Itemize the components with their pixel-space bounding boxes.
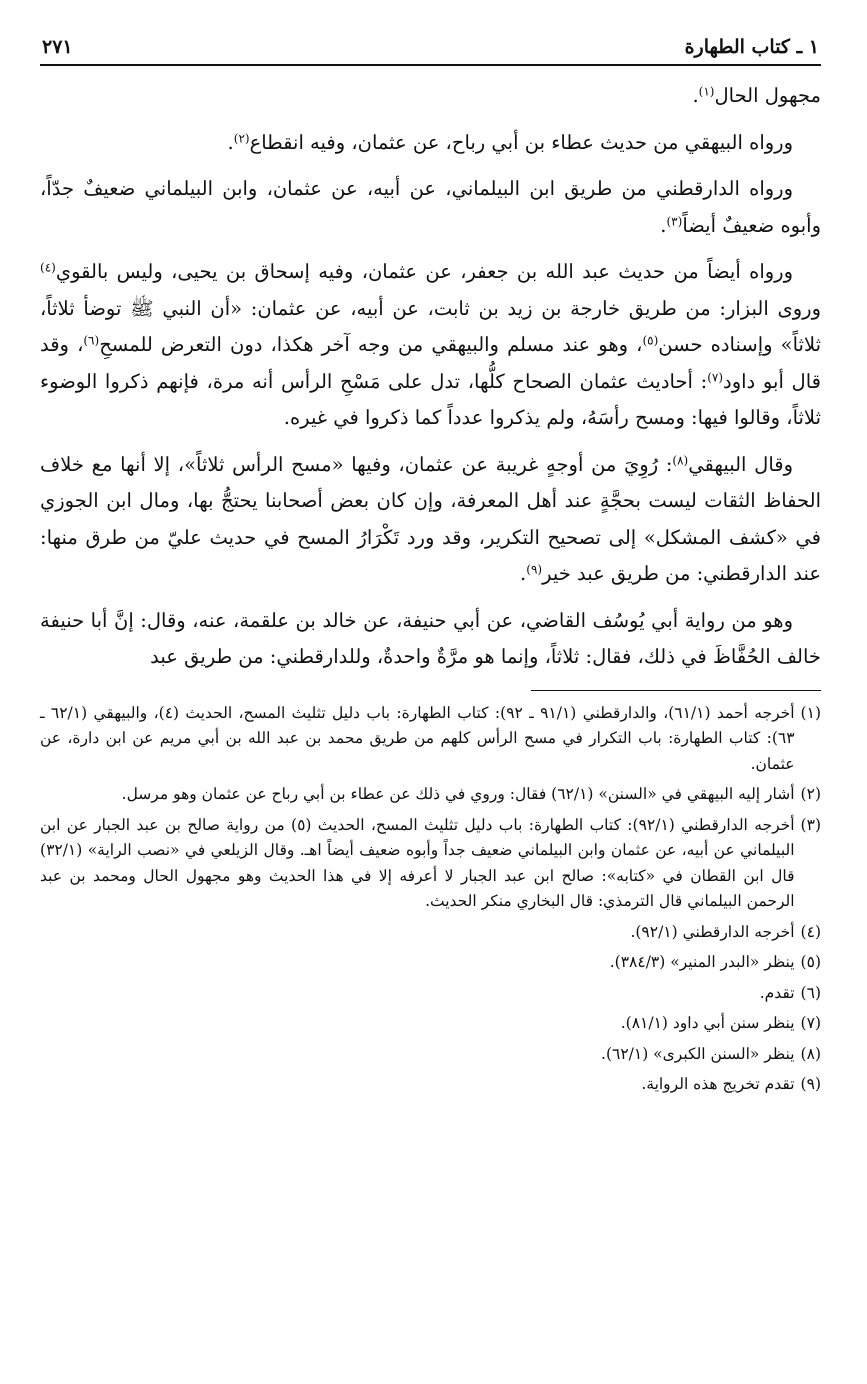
paragraph [40,125,821,162]
footnote-number: (٩) [800,1075,821,1093]
footnote-number: (٤) [800,922,821,941]
book-page [40,24,821,1364]
footnote-number: (٥) [800,953,821,971]
footnote-ref[interactable]: (٤) [40,260,56,275]
footnote-text: أشار إليه البيهقي في «السنن» (٦٢/١) فقال: وروي في ذلك عن عطاء بن أبي رباح عن عثمان وهو مرسل. [121,785,795,803]
paragraph-text: وهو من رواية أبي يُوسُف القاضي، عن أبي حنيفة، عن خالد بن علقمة، عنه، وقال: إنَّ أبا حنيفة خالف الحُفَّاظَ في ذلك، فقال: ثلاثاً، وإنما هو مرَّةٌ واحدةٌ، وللدارقطني: من طريق عبد [40,608,821,668]
footnote-ref[interactable]: (٧) [707,369,724,384]
paragraph-text: . [660,213,667,237]
footnote-ref[interactable]: (٦) [83,333,100,348]
paragraph-text: : رُوِيَ من أوجهٍ غريبة عن عثمان، وفيها «مسح الرأس ثلاثاً»، إلا أنها مع خلاف الحفاظ الثقات ليست بحجَّةٍ عند أهل المعرفة، وإن كان بعض أصحابنا يحتجُّ بها، ومال ابن الجوزي في «كشف المشكل» إلى تصحيح التكرير، وقد ورد تَكْرَارُ المسح في حديث عليّ من طرق منها: عند الدارقطني: من طريق عبد خير [40,452,821,585]
footnote-text: أخرجه الدارقطني (٩٢/١): كتاب الطهارة: باب دليل تثليث المسح، الحديث (٥) من رواية صالح بن عبد الجبار عن ابن البيلماني عن أبيه، عن عثمان وابن البيلماني ضعيف جداً وأبوه ضعيف أيضاً اهـ. وقال الزيلعي في «نصب الراية» (٣٢/١) قال ابن القطان في «كتابه»: صالح ابن عبد الجبار لا أعرفه إلا في هذا الحديث وهو مجهول الحال ومحمد بن عبد الرحمن البيلماني قال الترمذي: قال البخاري منكر الحديث. [40,815,795,910]
paragraph-text: ، وهو عند مسلم والبيهقي من وجه آخر هكذا، دون التعرض للمسحِ [99,333,643,356]
footnote-ref[interactable]: (٣) [666,213,683,228]
footnote-item [40,981,821,1007]
paragraph-text: : أحاديث عثمان الصحاح كلُّها، تدل على مَسْحِ الرأس أنه مرة، فإنهم ذكروا الوضوء ثلاثاً، وقالوا فيها: ومسح رأسَهُ، ولم يذكروا عدداً كما ذكروا في غيره. [40,369,821,429]
paragraph [40,447,821,593]
footnote-ref[interactable]: (٩) [526,562,543,577]
footnote-ref[interactable]: (٨) [672,452,689,467]
paragraph [40,254,821,437]
paragraph [40,171,821,244]
footnote-item [40,1072,821,1098]
paragraph-text: . [692,84,699,107]
page-number: ٢٧١ [42,36,73,58]
paragraph-text: ورواه أيضاً من حديث عبد الله بن جعفر، عن عثمان، وفيه إسحاق بن يحيى، وليس بالقوي [55,260,793,283]
paragraph-text: . [520,562,527,585]
footnote-number: (١) [800,703,821,722]
paragraph [40,603,821,676]
paragraph-text: ورواه الدارقطني من طريق ابن البيلماني، عن أبيه، عن عثمان، وابن البيلماني ضعيفٌ جدّاً، وأبوه ضعيفٌ أيضاً [40,177,821,237]
main-text [40,78,821,676]
footnote-ref[interactable]: (١) [698,84,715,99]
footnote-text: تقدم. [759,983,795,1002]
footnote-text: أخرجه أحمد (٦١/١)، والدارقطني (٩١/١ ـ ٩٢): كتاب الطهارة: باب دليل تثليث المسح، الحديث (٤)، والبيهقي (٦٢/١ ـ ٦٣): كتاب الطهارة: باب التكرار في مسح الرأس كلهم من طريق محمد بن عبد الله بن أبي مريم عن ابن دارة، عن عثمان. [40,703,795,773]
footnote-item [40,920,821,946]
paragraph-text: وقال البيهقي [688,452,794,476]
footnote-text: ينظر سنن أبي داود (٨١/١). [620,1014,795,1032]
footnote-item [40,1011,821,1037]
footnote-separator [531,690,821,691]
footnote-text: أخرجه الدارقطني (٩٢/١). [630,922,795,941]
footnote-number: (٨) [800,1044,821,1063]
footnote-text: ينظر «السنن الكبرى» (٦٢/١). [601,1044,795,1063]
paragraph [40,78,821,115]
footnote-text: ينظر «البدر المنير» (٣٨٤/٣). [609,953,795,971]
footnote-ref[interactable]: (٥) [642,333,659,348]
paragraph-text: . [227,130,234,154]
paragraph-text: مجهول الحال [714,84,821,107]
chapter-title: ١ ـ كتاب الطهارة [684,36,819,58]
footnote-text: تقدم تخريج هذه الرواية. [641,1075,795,1093]
footnotes [40,701,821,1098]
footnote-item [40,813,821,915]
footnote-item [40,1042,821,1068]
footnote-item [40,950,821,976]
footnote-item [40,701,821,778]
paragraph-text: وروى البزار: من طريق خارجة بن زيد بن ثابت، عن أبيه، عن عثمان: «أن النبي ﷺ توضأ ثلاثاً، ثلاثاً» وإسناده حسن [40,296,822,356]
footnote-number: (٦) [800,983,821,1002]
footnote-number: (٧) [800,1014,821,1032]
footnote-item [40,782,821,808]
paragraph-text: ، وقد قال أبو داود [40,333,821,393]
footnote-number: (٣) [800,815,821,834]
footnote-number: (٢) [800,785,821,803]
footnote-ref[interactable]: (٢) [233,130,250,145]
paragraph-text: ورواه البيهقي من حديث عطاء بن أبي رباح، عن عثمان، وفيه انقطاع [249,130,793,154]
running-header [40,24,821,66]
